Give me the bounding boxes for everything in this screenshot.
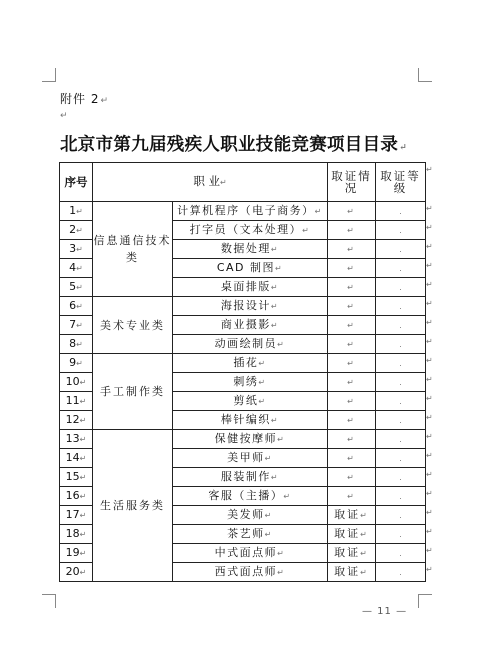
job-name: 桌面排版↵ — [173, 278, 328, 297]
job-name: 美发师↵ — [173, 506, 328, 525]
cert-status: ↵ — [328, 202, 376, 221]
document-title: 北京市第九届残疾人职业技能竞赛项目目录↵ — [60, 135, 408, 155]
cert-level: . — [376, 354, 426, 373]
cert-level: . — [376, 449, 426, 468]
job-name: 保健按摩师↵ — [173, 430, 328, 449]
row-number: 1↵ — [60, 202, 93, 221]
cert-level: . — [376, 468, 426, 487]
cert-status: ↵ — [328, 316, 376, 335]
job-name: 西式面点师↵ — [173, 563, 328, 582]
row-number: 20↵ — [60, 563, 93, 582]
row-number: 7↵ — [60, 316, 93, 335]
cert-level: . — [376, 487, 426, 506]
row-number: 4↵ — [60, 259, 93, 278]
cert-status: ↵ — [328, 449, 376, 468]
row-number: 12↵ — [60, 411, 93, 430]
cert-level: . — [376, 563, 426, 582]
job-name: 打字员（文本处理）↵ — [173, 221, 328, 240]
table-row — [60, 297, 426, 316]
cert-level: . — [376, 221, 426, 240]
row-end-mark-icon: ↵ — [426, 450, 433, 460]
cert-level: . — [376, 430, 426, 449]
row-number: 19↵ — [60, 544, 93, 563]
job-name: 插花↵ — [173, 354, 328, 373]
cert-status: ↵ — [328, 468, 376, 487]
table-row — [60, 430, 426, 449]
row-number: 11↵ — [60, 392, 93, 411]
job-name: CAD 制图↵ — [173, 259, 328, 278]
cert-status: ↵ — [328, 373, 376, 392]
cert-status: ↵ — [328, 354, 376, 373]
job-name: 棒针编织↵ — [173, 411, 328, 430]
cert-status: ↵ — [328, 240, 376, 259]
row-end-mark-icon: ↵ — [426, 279, 433, 289]
category-cell: 美术专业类 — [93, 297, 173, 354]
cert-status: ↵ — [328, 335, 376, 354]
cert-status: ↵ — [328, 297, 376, 316]
crop-mark-bottom-right — [418, 594, 432, 608]
cert-status: ↵ — [328, 411, 376, 430]
row-number: 17↵ — [60, 506, 93, 525]
cert-status: ↵ — [328, 430, 376, 449]
cert-level: . — [376, 392, 426, 411]
header-no: 序号 — [60, 163, 93, 202]
category-cell: 生活服务类 — [93, 430, 173, 582]
job-name: 数据处理↵ — [173, 240, 328, 259]
paragraph-mark-icon: ↵ — [60, 111, 68, 121]
cert-level: . — [376, 240, 426, 259]
project-table — [59, 162, 426, 582]
job-name: 客服（主播）↵ — [173, 487, 328, 506]
job-name: 剪纸↵ — [173, 392, 328, 411]
job-name: 商业摄影↵ — [173, 316, 328, 335]
category-cell: 信息通信技术类 — [93, 202, 173, 297]
row-number: 6↵ — [60, 297, 93, 316]
row-end-mark-icon: ↵ — [426, 412, 433, 422]
row-end-mark-icon: ↵ — [426, 374, 433, 384]
cert-level: . — [376, 259, 426, 278]
job-name: 计算机程序（电子商务）↵ — [173, 202, 328, 221]
row-end-mark-icon: ↵ — [426, 526, 433, 536]
job-name: 中式面点师↵ — [173, 544, 328, 563]
row-number: 18↵ — [60, 525, 93, 544]
row-end-mark-icon: ↵ — [426, 317, 433, 327]
row-end-mark-icon: ↵ — [426, 241, 433, 251]
row-end-mark-icon: ↵ — [426, 203, 433, 213]
row-number: 9↵ — [60, 354, 93, 373]
job-name: 刺绣↵ — [173, 373, 328, 392]
cert-status: ↵ — [328, 221, 376, 240]
cert-status: 取证↵ — [328, 506, 376, 525]
cert-level: . — [376, 316, 426, 335]
cert-status: 取证↵ — [328, 544, 376, 563]
row-end-mark-icon: ↵ — [426, 222, 433, 232]
row-number: 8↵ — [60, 335, 93, 354]
row-number: 10↵ — [60, 373, 93, 392]
cert-level: . — [376, 411, 426, 430]
row-number: 2↵ — [60, 221, 93, 240]
cert-status: ↵ — [328, 487, 376, 506]
cert-status: 取证↵ — [328, 563, 376, 582]
row-end-mark-icon: ↵ — [426, 545, 433, 555]
cert-level: . — [376, 373, 426, 392]
row-number: 15↵ — [60, 468, 93, 487]
row-end-mark-icon: ↵ — [426, 355, 433, 365]
paragraph-mark-icon: ↵ — [100, 96, 109, 106]
cert-level: . — [376, 335, 426, 354]
header-level: 取证等级 — [376, 163, 426, 202]
row-end-mark-icon: ↵ — [426, 164, 433, 174]
cert-status: 取证↵ — [328, 525, 376, 544]
row-number: 14↵ — [60, 449, 93, 468]
row-number: 5↵ — [60, 278, 93, 297]
category-cell: 手工制作类 — [93, 354, 173, 430]
job-name: 海报设计↵ — [173, 297, 328, 316]
row-end-mark-icon: ↵ — [426, 260, 433, 270]
cert-level: . — [376, 297, 426, 316]
cert-status: ↵ — [328, 278, 376, 297]
row-end-mark-icon: ↵ — [426, 431, 433, 441]
row-number: 16↵ — [60, 487, 93, 506]
header-job: 职 业↵ — [93, 163, 328, 202]
job-name: 美甲师↵ — [173, 449, 328, 468]
row-number: 3↵ — [60, 240, 93, 259]
job-name: 服装制作↵ — [173, 468, 328, 487]
row-end-mark-icon: ↵ — [426, 298, 433, 308]
row-end-mark-icon: ↵ — [426, 564, 433, 574]
cert-status: ↵ — [328, 259, 376, 278]
cert-level: . — [376, 525, 426, 544]
row-end-mark-icon: ↵ — [426, 469, 433, 479]
cert-level: . — [376, 202, 426, 221]
row-end-mark-icon: ↵ — [426, 507, 433, 517]
table-header-row — [60, 163, 426, 202]
header-cert: 取证情况 — [328, 163, 376, 202]
cert-level: . — [376, 506, 426, 525]
cert-level: . — [376, 278, 426, 297]
paragraph-mark-icon: ↵ — [399, 143, 408, 153]
attachment-label: 附件 2↵ — [60, 92, 109, 106]
crop-mark-top-right — [418, 68, 432, 82]
table-row — [60, 354, 426, 373]
crop-mark-bottom-left — [42, 594, 56, 608]
row-end-mark-icon: ↵ — [426, 393, 433, 403]
cert-level: . — [376, 544, 426, 563]
row-end-mark-icon: ↵ — [426, 488, 433, 498]
row-number: 13↵ — [60, 430, 93, 449]
page-number: — 11 — — [362, 606, 408, 617]
cert-status: ↵ — [328, 392, 376, 411]
job-name: 茶艺师↵ — [173, 525, 328, 544]
table-row — [60, 202, 426, 221]
crop-mark-top-left — [42, 68, 56, 82]
job-name: 动画绘制员↵ — [173, 335, 328, 354]
row-end-mark-icon: ↵ — [426, 336, 433, 346]
